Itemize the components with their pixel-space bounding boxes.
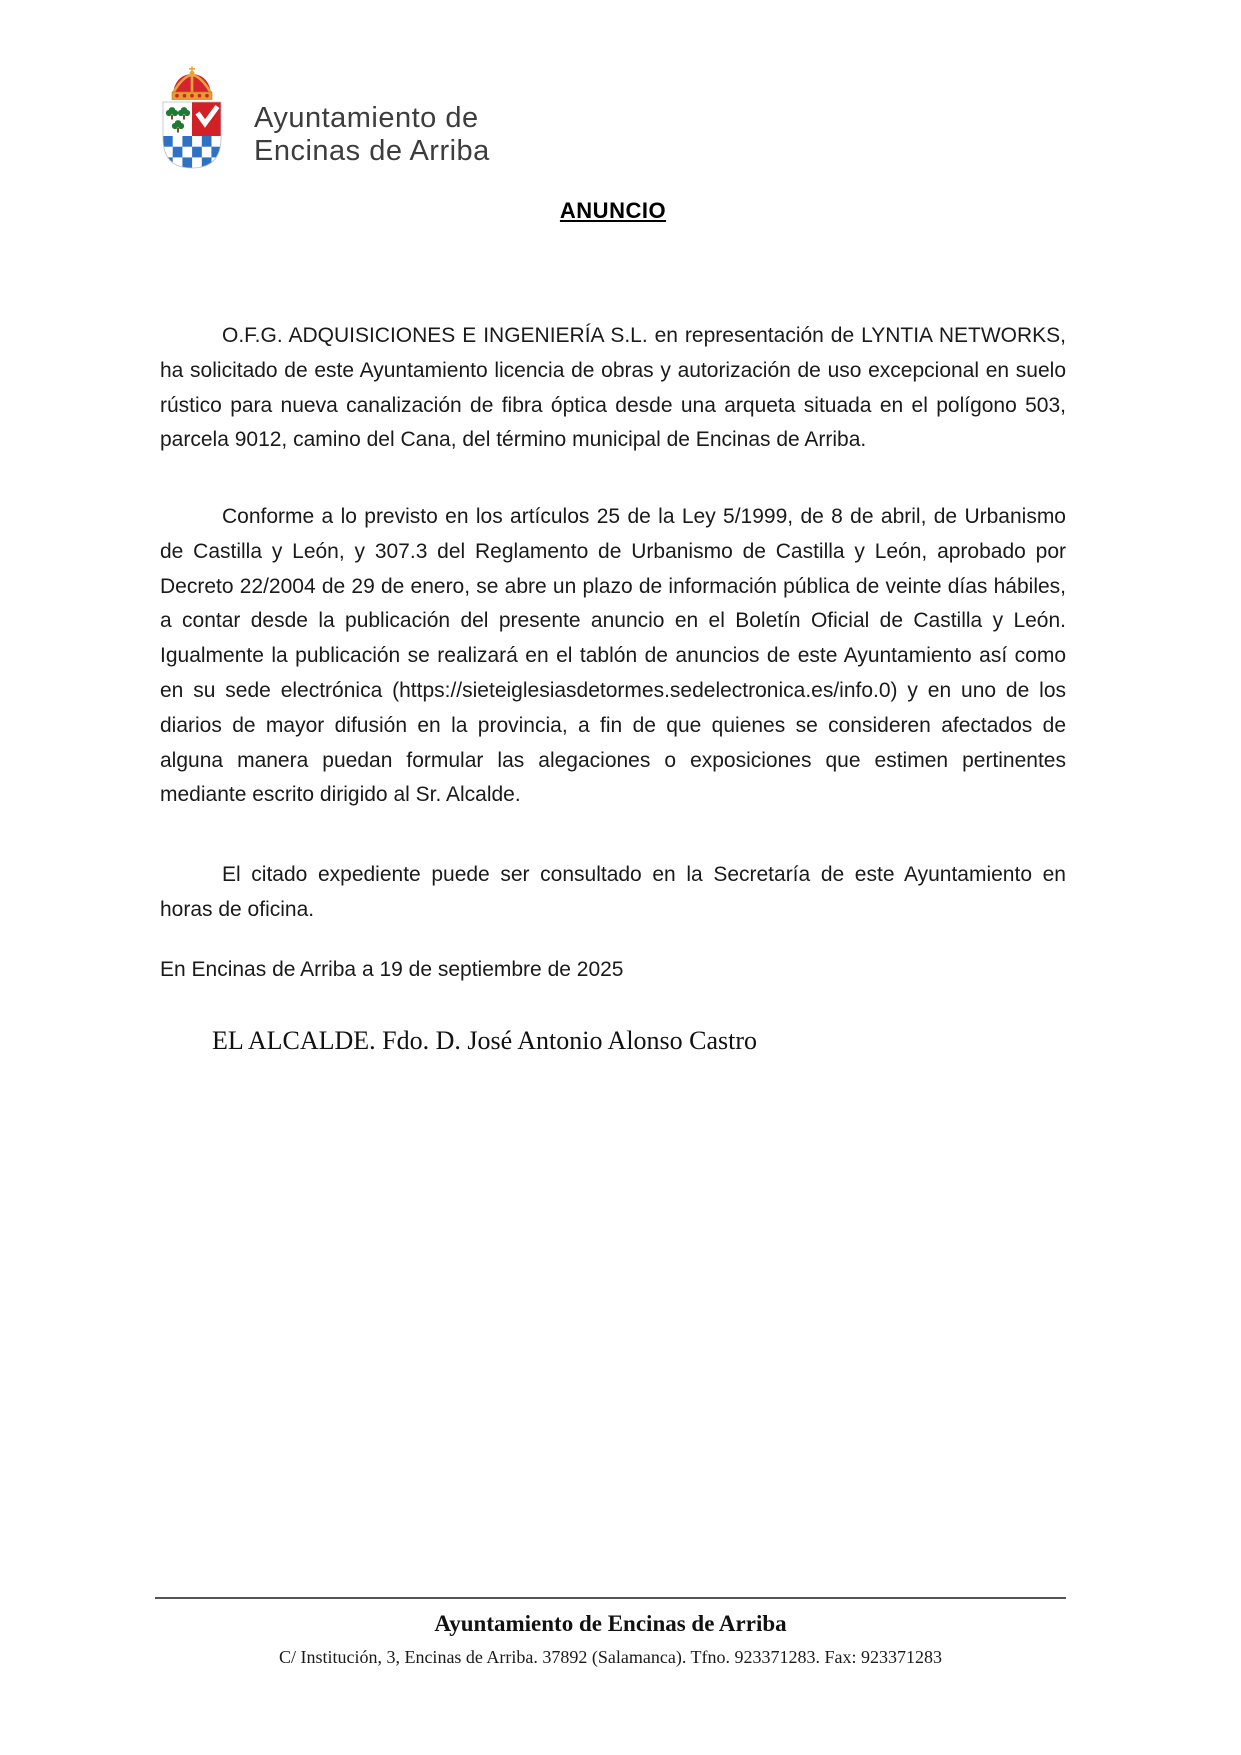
footer-address: C/ Institución, 3, Encinas de Arriba. 37892 (Salamanca). Tfno. 923371283. Fax: 923371283 xyxy=(278,1647,943,1667)
page-title xyxy=(160,198,1066,224)
footer-divider xyxy=(155,1597,1066,1599)
page-title-text: ANUNCIO xyxy=(559,198,667,223)
shield-icon xyxy=(163,102,221,168)
logo-org-line2: Encinas de Arriba xyxy=(254,135,490,167)
coat-of-arms-icon xyxy=(158,66,226,170)
paragraph-consultation: El citado expediente puede ser consultado en la Secretaría de este Ayuntamiento en horas de oficina. xyxy=(160,863,1066,921)
paragraph-legal-notice: Conforme a lo previsto en los artículos 25 de la Ley 5/1999, de 8 de abril, de Urbanismo de Castilla y León, y 307.3 del Reglamento de Urbanismo de Castilla y León, aprobado por Decreto 22/2004 de 29 de enero, se abre un plazo de información pública de veinte días hábiles, a contar desde la publicación del presente anuncio en el Boletín Oficial de Castilla y León. Igualmente la publicación se realizará en el tablón de anuncios de este Ayuntamiento así como en su sede electrónica (https://sieteiglesiasdetormes.sedelectronica.es/info.0) y en uno de los diarios de mayor difusión en la provincia, a fin de que quienes se consideren afectados de alguna manera puedan formular las alegaciones o exposiciones que estimen pertinentes mediante escrito dirigido al Sr. Alcalde. xyxy=(160,505,1066,807)
paragraph-request: O.F.G. ADQUISICIONES E INGENIERÍA S.L. en representación de LYNTIA NETWORKS, ha solicitado de este Ayuntamiento licencia de obras y autorización de uso excepcional en suelo rústico para nueva canalización de fibra óptica desde una arqueta situada en el polígono 503, parcela 9012, camino del Cana, del término municipal de Encinas de Arriba. xyxy=(160,324,1066,452)
footer-org-name: Ayuntamiento de Encinas de Arriba xyxy=(434,1611,787,1636)
logo-text xyxy=(254,102,490,168)
logo xyxy=(158,66,490,170)
logo-org-line1: Ayuntamiento de xyxy=(254,102,479,134)
date-line: En Encinas de Arriba a 19 de septiembre de 2025 xyxy=(160,958,624,981)
crown-icon xyxy=(172,67,212,100)
signature-line: EL ALCALDE. Fdo. D. José Antonio Alonso Castro xyxy=(212,1026,758,1055)
page-footer xyxy=(155,1597,1066,1668)
